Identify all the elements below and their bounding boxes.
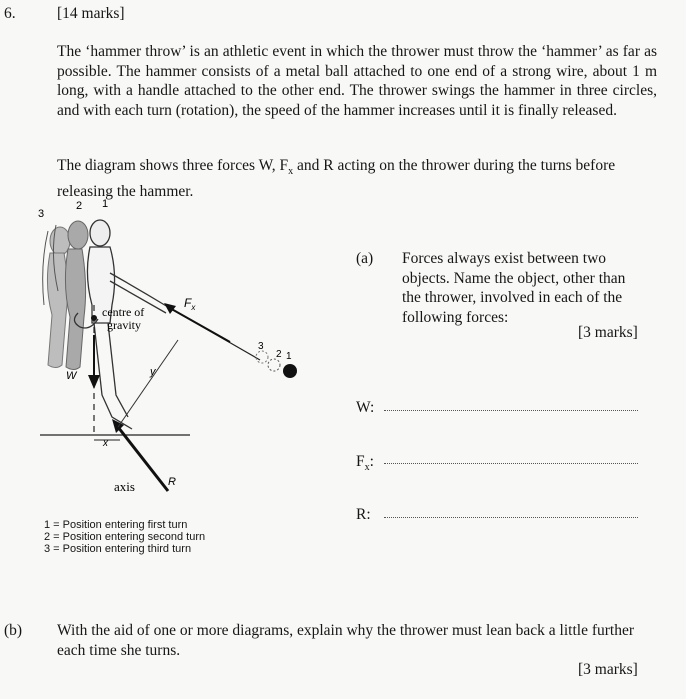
centre-of-gravity-dot bbox=[91, 315, 97, 321]
hammer-throw-diagram bbox=[0, 195, 320, 515]
y-label: y bbox=[150, 366, 156, 378]
diagram-legend bbox=[44, 519, 205, 555]
w-label: W bbox=[66, 370, 77, 382]
part-a-marks: [3 marks] bbox=[578, 324, 638, 341]
r-label: R bbox=[168, 476, 176, 488]
diagram-intro-rest: and R acting on the thrower during the turns before releasing the hammer. bbox=[57, 157, 616, 200]
part-b-marks: [3 marks] bbox=[578, 661, 638, 678]
turn-label-2: 2 bbox=[76, 200, 83, 212]
w-answer-label: W: bbox=[356, 399, 375, 416]
turn-label-3: 3 bbox=[38, 208, 45, 220]
legend-item: 3 = Position entering third turn bbox=[44, 543, 192, 555]
fx-force-arrow bbox=[168, 307, 230, 342]
part-a-label: (a) bbox=[356, 250, 374, 267]
centre-label-line2: gravity bbox=[107, 318, 141, 332]
centre-label-line1: centre of bbox=[102, 305, 145, 319]
hammer-ball-2 bbox=[268, 359, 280, 371]
intro-paragraph: The ‘hammer throw’ is an athletic event in which the thrower must throw the ‘hammer’ as far as possible. The hammer consists of a metal ball attached to one end of a strong wire, about 1 m long, with a handle attached to the other end. The thrower swings the hammer in three circles, and with each turn (rotation), the speed of the hammer increases until it is finally released. bbox=[57, 43, 657, 119]
w-arrow-head bbox=[88, 375, 100, 389]
hammer-label-3: 3 bbox=[258, 341, 264, 352]
y-line bbox=[118, 340, 178, 427]
part-a-question: Forces always exist between two objects. Name the object, other than the thrower, involved in each of the following forces: bbox=[402, 250, 626, 326]
part-b-label: (b) bbox=[4, 622, 23, 639]
legend-item: 2 = Position entering second turn bbox=[44, 531, 206, 543]
hammer-label-1: 1 bbox=[286, 351, 292, 362]
diagram-intro-sub: x bbox=[288, 166, 294, 178]
hammer-ball-1 bbox=[283, 364, 297, 378]
question-number: 6. bbox=[4, 5, 16, 22]
hammer-ball-3 bbox=[256, 351, 268, 363]
fx-answer-label: $F_x$: bbox=[356, 453, 374, 474]
diagram-intro-text: The diagram shows three forces W, F bbox=[57, 157, 289, 174]
r-answer-field[interactable] bbox=[384, 517, 638, 518]
fx-answer-field[interactable] bbox=[384, 463, 638, 464]
turn-label-1: 1 bbox=[102, 198, 109, 210]
axis-label: axis bbox=[114, 479, 135, 494]
legend-item: 1 = Position entering first turn bbox=[44, 519, 188, 531]
fx-label: $F_x$ bbox=[184, 296, 196, 312]
r-answer-label: R: bbox=[356, 506, 371, 523]
part-b-question: With the aid of one or more diagrams, explain why the thrower must lean back a little further each time she turns. bbox=[57, 622, 634, 659]
question-marks: [14 marks] bbox=[57, 5, 125, 22]
w-answer-field[interactable] bbox=[384, 410, 638, 411]
hammer-label-2: 2 bbox=[276, 349, 282, 360]
x-label: x bbox=[103, 438, 108, 449]
